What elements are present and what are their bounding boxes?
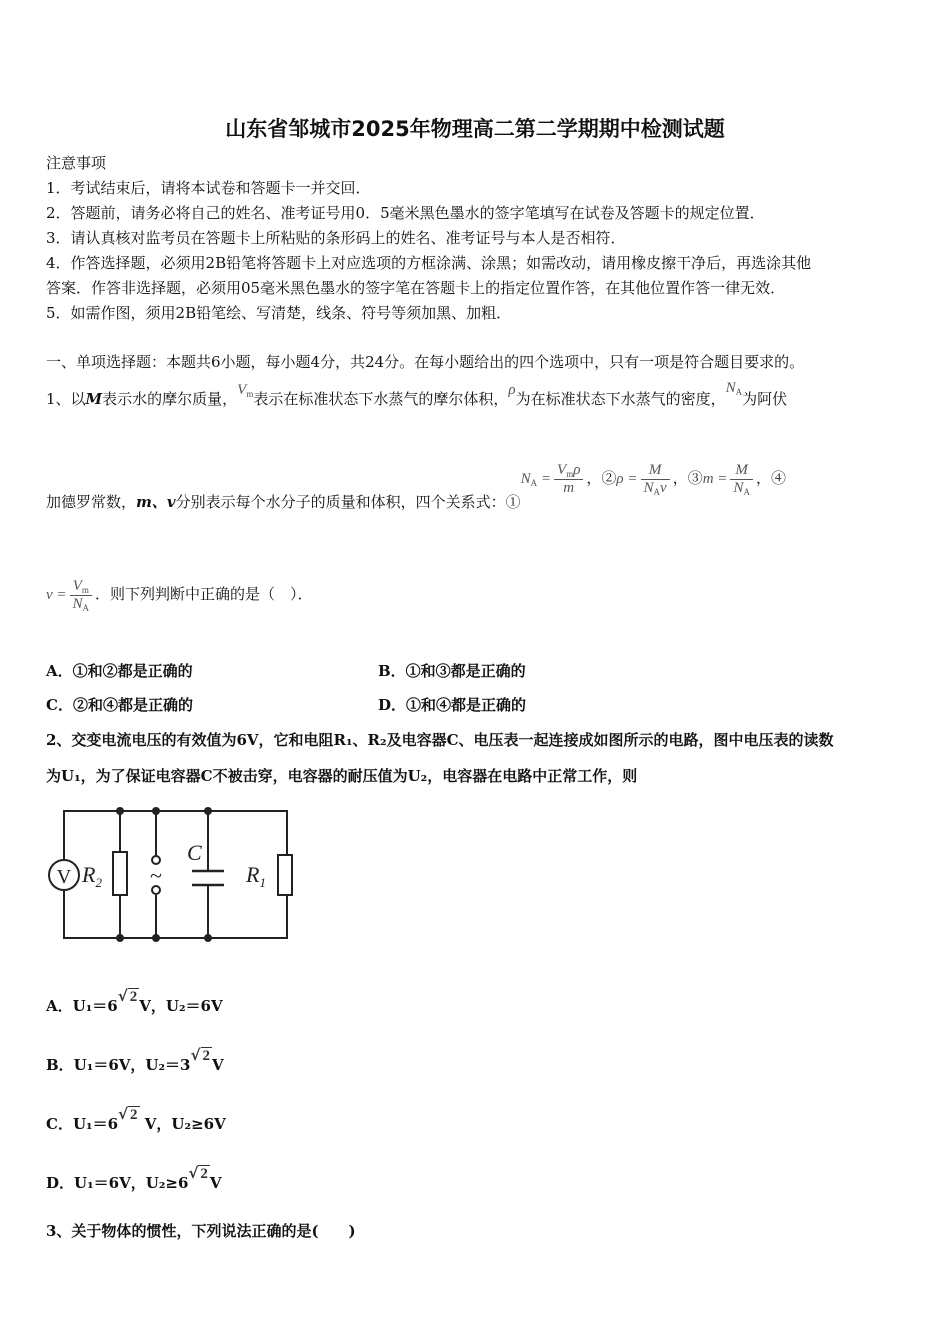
q1-sym-NA: $N_A$ (725, 380, 743, 397)
q3-line1: 3、关于物体的惯性，下列说法正确的是( ) (46, 1222, 356, 1240)
voltmeter-label: V (56, 866, 72, 888)
formula-2: ρ = $\frac{M}{N_Av}$ (616, 471, 672, 487)
notice-item-2: 2．答题前，请务必将自己的姓名、准考证号用0．5毫米黑色墨水的签字笔填写在试卷及答题卡的规定位置． (46, 204, 765, 222)
q1-option-b[interactable]: B．①和③都是正确的 (378, 662, 526, 680)
q2-line2: 为U₁，为了保证电容器C不被击穿，电容器的耐压值为U₂，电容器在电路中正常工作，则 (46, 767, 638, 785)
q1-line2 (46, 462, 786, 511)
q1-sym-mv: m、v (136, 492, 176, 511)
node-top-3 (204, 807, 212, 815)
q1-line3 (46, 578, 313, 613)
node-bottom-2 (152, 934, 160, 942)
notice-item-4-cont: 答案．作答非选择题，必须用05毫米黑色墨水的签字笔在答题卡上的指定位置作答，在其他位置作答一律无效． (46, 279, 786, 297)
resistor-r1 (278, 855, 292, 895)
q1-text-c: 表示在标准状态下水蒸气的摩尔体积， (253, 390, 509, 408)
q1-text-i: ，③ (672, 468, 703, 487)
sqrt-b: √ 2 (190, 1046, 211, 1064)
q1-sym-rho: ρ (508, 382, 516, 398)
node-bottom-3 (204, 934, 212, 942)
q2-option-c[interactable]: C．U₁＝6√ 2 V，U₂≥6V (46, 1105, 226, 1133)
resistor-r2 (113, 852, 127, 895)
formula-1: $N_A$ = $\frac{V_m\rho}{m}$ (521, 471, 587, 487)
q1-text-a: 1、以 (46, 390, 86, 408)
q2-line1: 2、交变电流电压的有效值为6V，它和电阻R₁、R₂及电容器C、电压表一起连接成如图所示的电路，图中电压表的读数 (46, 731, 834, 749)
q1-text-b: 表示水的摩尔质量， (102, 390, 238, 408)
q1-option-c[interactable]: C．②和④都是正确的 (46, 696, 193, 714)
notice-heading: 注意事项 (46, 154, 107, 172)
page-title: 山东省邹城市2025年物理高二第二学期期中检测试题 (225, 117, 725, 141)
formula-4: v = $\frac{V_m}{N_A}$ (46, 587, 95, 603)
q1-option-a[interactable]: A．①和②都是正确的 (46, 662, 193, 680)
node-bottom-1 (116, 934, 124, 942)
circuit-diagram (44, 800, 304, 945)
q1-text-d: 为在标准状态下水蒸气的密度， (515, 390, 726, 408)
sqrt-a: √ 2 (117, 987, 138, 1005)
section-heading: 一、单项选择题：本题共6小题，每小题4分，共24分。在每小题给出的四个选项中，只有一项是符合题目要求的。 (46, 353, 805, 371)
node-top-1 (116, 807, 124, 815)
q2-option-a[interactable]: A．U₁＝6√ 2 V，U₂＝6V (46, 987, 223, 1015)
r2-label: $R_2$ (82, 862, 102, 890)
q1-text-g: 分别表示每个水分子的质量和体积，四个关系式：① (175, 492, 521, 511)
ac-source-label: ~ (150, 863, 162, 888)
notice-item-5: 5．如需作图，须用2B铅笔绘、写清楚，线条、符号等须加黑、加粗． (46, 304, 512, 322)
q1-text-e: 为阿伏 (742, 390, 788, 408)
q1-option-d[interactable]: D．①和④都是正确的 (378, 696, 527, 714)
q2-option-d[interactable]: D．U₁＝6V，U₂≥6√ 2 V (46, 1164, 222, 1192)
q1-text-f: 加德罗常数， (46, 492, 137, 511)
q1-sym-Vm: $V_m$ (237, 382, 254, 399)
notice-item-1: 1．考试结束后，请将本试卷和答题卡一并交回． (46, 179, 371, 197)
sqrt-c: √ 2 (118, 1105, 138, 1123)
notice-item-4: 4．作答选择题，必须用2B铅笔将答题卡上对应选项的方框涂满、涂黑；如需改动，请用橡皮擦干净后，再选涂其他 (46, 254, 812, 272)
formula-3: m = $\frac{M}{N_A}$ (703, 471, 756, 487)
sqrt-d: √ 2 (188, 1164, 208, 1182)
q1-text-h: ，② (586, 468, 617, 487)
r1-label: $R_1$ (246, 862, 266, 890)
capacitor-label: C (187, 840, 202, 865)
q2-option-b[interactable]: B．U₁＝6V，U₂＝3√ 2 V (46, 1046, 224, 1074)
q1-sym-M: M (85, 390, 103, 408)
q1-text-j: ，④ (755, 468, 786, 487)
q1-line1 (46, 380, 788, 409)
q1-question: ．则下列判断中正确的是（ ）． (95, 584, 313, 603)
notice-item-3: 3．请认真核对监考员在答题卡上所粘贴的条形码上的姓名、准考证号与本人是否相符． (46, 229, 626, 247)
node-top-2 (152, 807, 160, 815)
